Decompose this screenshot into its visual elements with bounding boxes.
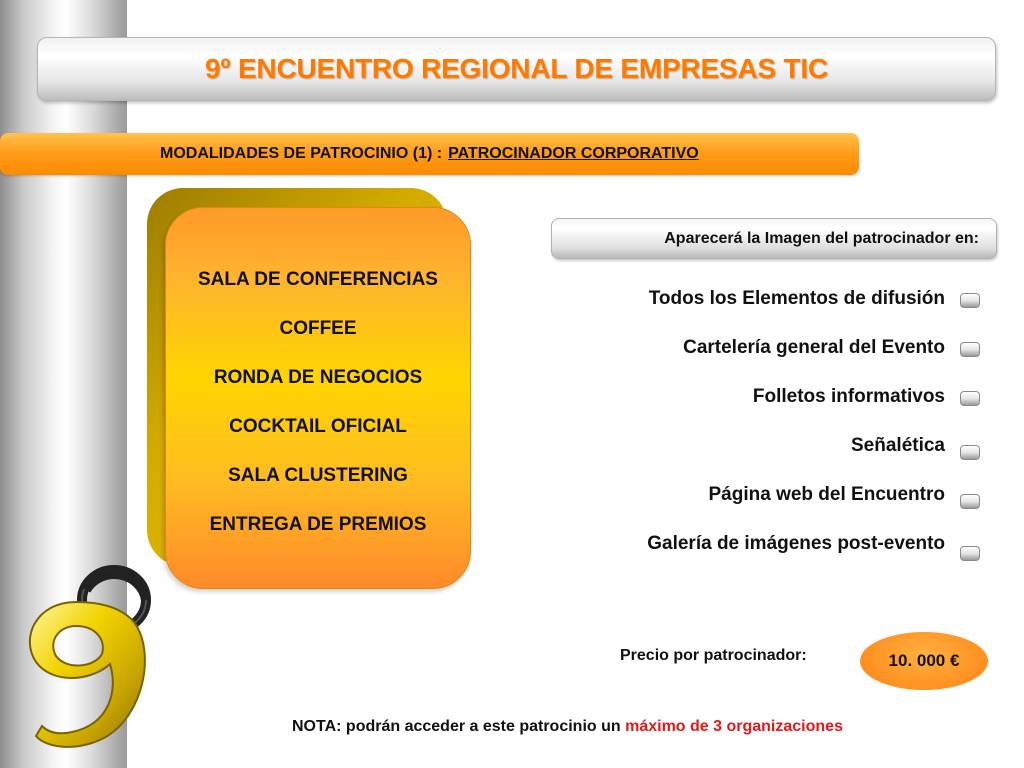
- feature-item: [540, 386, 985, 435]
- checkbox-icon: [960, 546, 980, 561]
- list-item: COFFEE: [279, 318, 357, 339]
- feature-label: Galería de imágenes post-evento: [647, 533, 945, 554]
- feature-item: [540, 288, 985, 337]
- list-item: SALA DE CONFERENCIAS: [198, 269, 438, 290]
- checkbox-icon: [960, 494, 980, 509]
- feature-label: Cartelería general del Evento: [683, 337, 945, 358]
- number-nine-logo-icon: [6, 560, 166, 760]
- feature-item: [540, 533, 985, 582]
- feature-item: [540, 337, 985, 386]
- footnote-emphasis: máximo de 3 organizaciones: [625, 718, 843, 735]
- info-banner-text: Aparecerá la Imagen del patrocinador en:: [664, 229, 979, 247]
- checkbox-icon: [960, 445, 980, 460]
- feature-label: Página web del Encuentro: [708, 484, 945, 505]
- feature-label: Folletos informativos: [752, 386, 945, 407]
- subtitle-banner: [0, 133, 859, 175]
- list-item: COCKTAIL OFICIAL: [229, 416, 407, 437]
- feature-item: [540, 484, 985, 533]
- list-item: SALA CLUSTERING: [228, 465, 408, 486]
- page-title: 9º ENCUENTRO REGIONAL DE EMPRESAS TIC: [204, 53, 829, 84]
- subtitle-prefix: MODALIDADES DE PATROCINIO (1) :: [160, 145, 443, 162]
- feature-label: Todos los Elementos de difusión: [648, 288, 945, 309]
- title-banner: [37, 37, 996, 101]
- checkbox-icon: [960, 293, 980, 308]
- footnote: [292, 718, 843, 736]
- feature-list: [540, 288, 985, 582]
- footnote-text: NOTA: podrán acceder a este patrocinio un: [292, 718, 621, 735]
- price-badge: [860, 632, 988, 690]
- sponsorship-areas-card: [165, 207, 471, 589]
- checkbox-icon: [960, 342, 980, 357]
- sponsorship-areas-list: [166, 268, 470, 562]
- price-value: 10. 000 €: [888, 651, 960, 670]
- feature-item: [540, 435, 985, 484]
- info-banner: [551, 218, 997, 259]
- list-item: RONDA DE NEGOCIOS: [213, 367, 423, 388]
- checkbox-icon: [960, 391, 980, 406]
- subtitle-highlight: PATROCINADOR CORPORATIVO: [448, 145, 699, 162]
- price-label: Precio por patrocinador:: [620, 647, 807, 664]
- feature-label: Señalética: [851, 435, 945, 456]
- list-item: ENTREGA DE PREMIOS: [209, 514, 427, 535]
